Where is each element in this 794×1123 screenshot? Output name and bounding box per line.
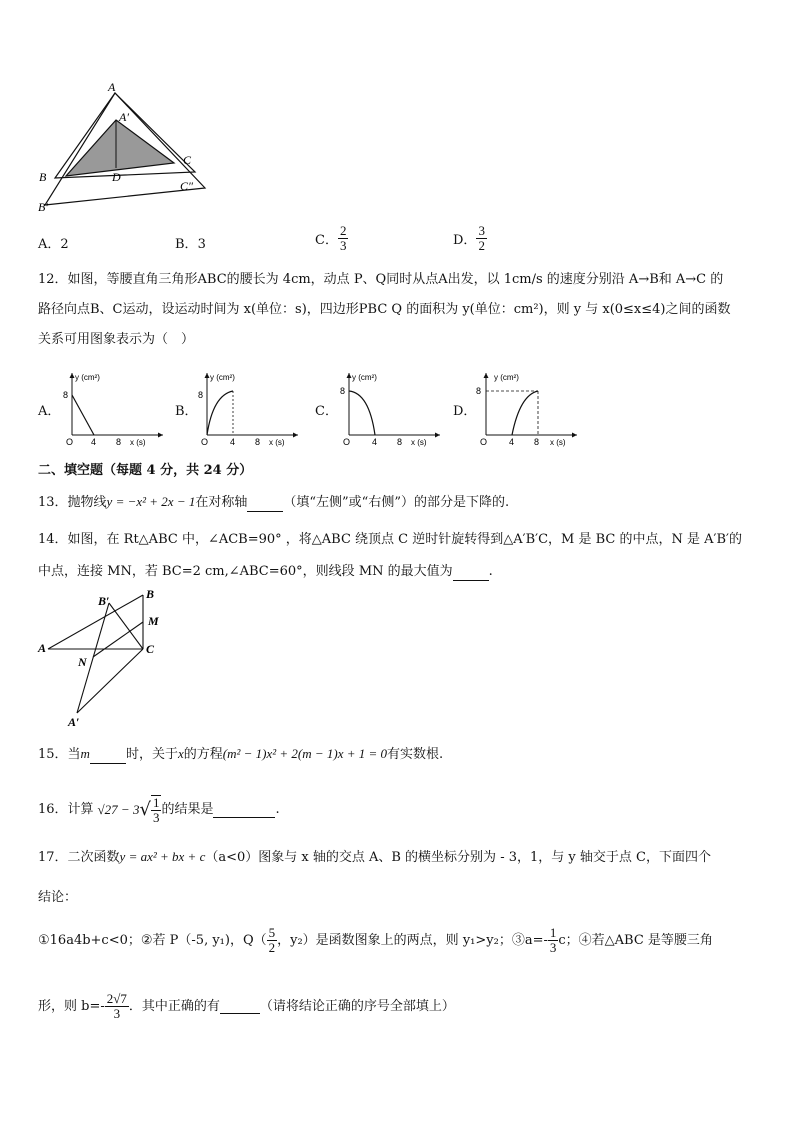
fraction-2sqrt7-3: $\frac{2√7}{3}$ (106, 991, 127, 1021)
svg-text:x (s): x (s) (550, 438, 566, 447)
graph-a-curve (72, 395, 94, 435)
label-a: A (108, 80, 116, 94)
graph-b-curve (207, 391, 233, 435)
q12-graph-b (193, 367, 305, 447)
label-b-prime: B′ (38, 200, 48, 214)
q13-blank[interactable] (247, 497, 283, 512)
shaded-triangle (66, 120, 174, 176)
q17-line-2: 结论： (38, 890, 78, 905)
fraction-5-2: $\frac{5}{2}$ (268, 925, 276, 955)
label-a-prime: A′ (119, 110, 129, 124)
svg-text:4: 4 (372, 437, 378, 447)
svg-text:B: B (146, 587, 155, 601)
svg-text:8: 8 (116, 437, 122, 447)
svg-text:x (s): x (s) (411, 438, 427, 447)
svg-text:4: 4 (91, 437, 97, 447)
label-c: C (183, 153, 192, 167)
q12-graph-d (472, 367, 584, 449)
graph-d-curve (512, 391, 538, 435)
q12-option-c-label: C． (315, 404, 338, 419)
q17-line-1: 17．二次函数y = ax² + bx + c（a<0）图象与 x 轴的交点 A、B 的横坐标分别为 - 3，1，与 y 轴交于点 C，下面四个 (38, 849, 711, 865)
svg-text:8: 8 (397, 437, 403, 447)
svg-text:8: 8 (255, 437, 261, 447)
sqrt-symbol: √ (139, 799, 151, 820)
svg-text:8: 8 (476, 386, 482, 396)
svg-text:y (cm²): y (cm²) (210, 373, 235, 382)
q14-line-1: 14．如图，在 Rt△ABC 中，∠ACB=90° ，将△ABC 绕顶点 C 逆时针旋转得到△A′B′C，M 是 BC 的中点，N 是 A′B′的 (38, 532, 742, 547)
svg-text:4: 4 (230, 437, 236, 447)
q11-option-a: A．2 (38, 237, 69, 252)
triangle-figure-q11 (30, 80, 220, 215)
label-b: B (39, 170, 47, 184)
svg-text:O: O (343, 437, 351, 447)
q12-option-d-label: D． (453, 404, 477, 419)
svg-text:4: 4 (509, 437, 515, 447)
q17-expression: y = ax² + bx + c (119, 849, 206, 864)
q12-line-2: 路径向点B、C运动，设运动时间为 x(单位：s)，四边形PBC Q 的面积为 y(单位：cm²)，则 y 与 x(0≤x≤4)之间的函数 (38, 302, 731, 317)
svg-text:M: M (148, 614, 159, 628)
fraction-1-3: $\frac{1}{3}$ (549, 925, 557, 955)
q15-blank[interactable] (90, 749, 126, 764)
svg-text:x (s): x (s) (130, 438, 146, 447)
q16-expression: √27 − 3 (97, 802, 140, 817)
svg-text:y (cm²): y (cm²) (494, 373, 519, 382)
q13-expression: y = −x² + 2x − 1 (106, 494, 196, 509)
q15-equation: (m² − 1)x² + 2(m − 1)x + 1 = 0 (222, 746, 388, 761)
q12-graph-c (335, 367, 447, 447)
q14-blank[interactable] (453, 566, 489, 581)
q11-option-b: B．3 (175, 237, 206, 252)
svg-text:O: O (480, 437, 488, 447)
svg-text:8: 8 (340, 386, 346, 396)
fraction-3-2: $\frac{3}{2}$ (478, 223, 485, 253)
fraction-2-3: $\frac{2}{3}$ (339, 223, 347, 253)
q17-line-4: 形，则 b=- $\frac{2√7}{3}$ ．其中正确的有 （请将结论正确的序号全部填上） (38, 991, 455, 1021)
q16-blank[interactable] (213, 803, 275, 818)
svg-text:x (s): x (s) (269, 438, 285, 447)
q15: 15．当m 时，关于x的方程(m² − 1)x² + 2(m − 1)x + 1 = 0有实数根. (38, 746, 444, 762)
q12-option-a-label: A． (38, 404, 61, 419)
section-heading-fill-in: 二、填空题（每题 4 分，共 24 分） (38, 463, 253, 478)
svg-text:A′: A′ (68, 715, 80, 729)
q17-line-3: ①16a4b+c<0；②若 P（-5, y₁)，Q（ $\frac{5}{2}$ ，y₂）是函数图象上的两点，则 y₁>y₂；③a=- $\frac{1}{3}$ c；④若△ABC 是等腰三角 (38, 925, 713, 955)
q16: 16．计算 √27 − 3 √ $\frac{1}{3}$ 的结果是 . (38, 795, 280, 825)
svg-text:O: O (66, 437, 74, 447)
q11-option-c: C． $\frac{2}{3}$ (315, 223, 347, 253)
svg-text:B′: B′ (98, 594, 110, 608)
sqrt-fraction: $\frac{1}{3}$ (152, 795, 160, 825)
graph-c-curve (349, 391, 375, 435)
q12-graph-a (58, 367, 170, 447)
svg-text:8: 8 (534, 437, 540, 447)
svg-text:N: N (78, 655, 87, 669)
q13: 13．抛物线y = −x² + 2x − 1在对称轴 （填“左侧”或“右侧”）的部分是下降的. (38, 494, 510, 510)
q11-option-d: D． $\frac{3}{2}$ (453, 223, 485, 253)
svg-text:8: 8 (198, 390, 204, 400)
svg-text:y (cm²): y (cm²) (352, 373, 377, 382)
svg-text:y (cm²): y (cm²) (75, 373, 100, 382)
q12-line-3: 关系可用图象表示为（ ） (38, 332, 195, 347)
q12-option-b-label: B． (175, 404, 198, 419)
label-d: D (112, 170, 121, 184)
q12-line-1: 12．如图，等腰直角三角形ABC的腰长为 4cm，动点 P、Q同时从点A出发，以 1cm/s 的速度分别沿 A→B和 A→C 的 (38, 272, 724, 287)
q17-blank[interactable] (220, 999, 260, 1014)
svg-text:A: A (38, 641, 47, 655)
rotation-figure-q14 (30, 585, 180, 730)
svg-text:O: O (201, 437, 209, 447)
q14-line-2: 中点，连接 MN，若 BC=2 cm,∠ABC=60°，则线段 MN 的最大值为 . (38, 564, 493, 579)
svg-text:C: C (146, 642, 155, 656)
label-c-double-prime: C″ (180, 179, 194, 193)
svg-text:8: 8 (63, 390, 69, 400)
